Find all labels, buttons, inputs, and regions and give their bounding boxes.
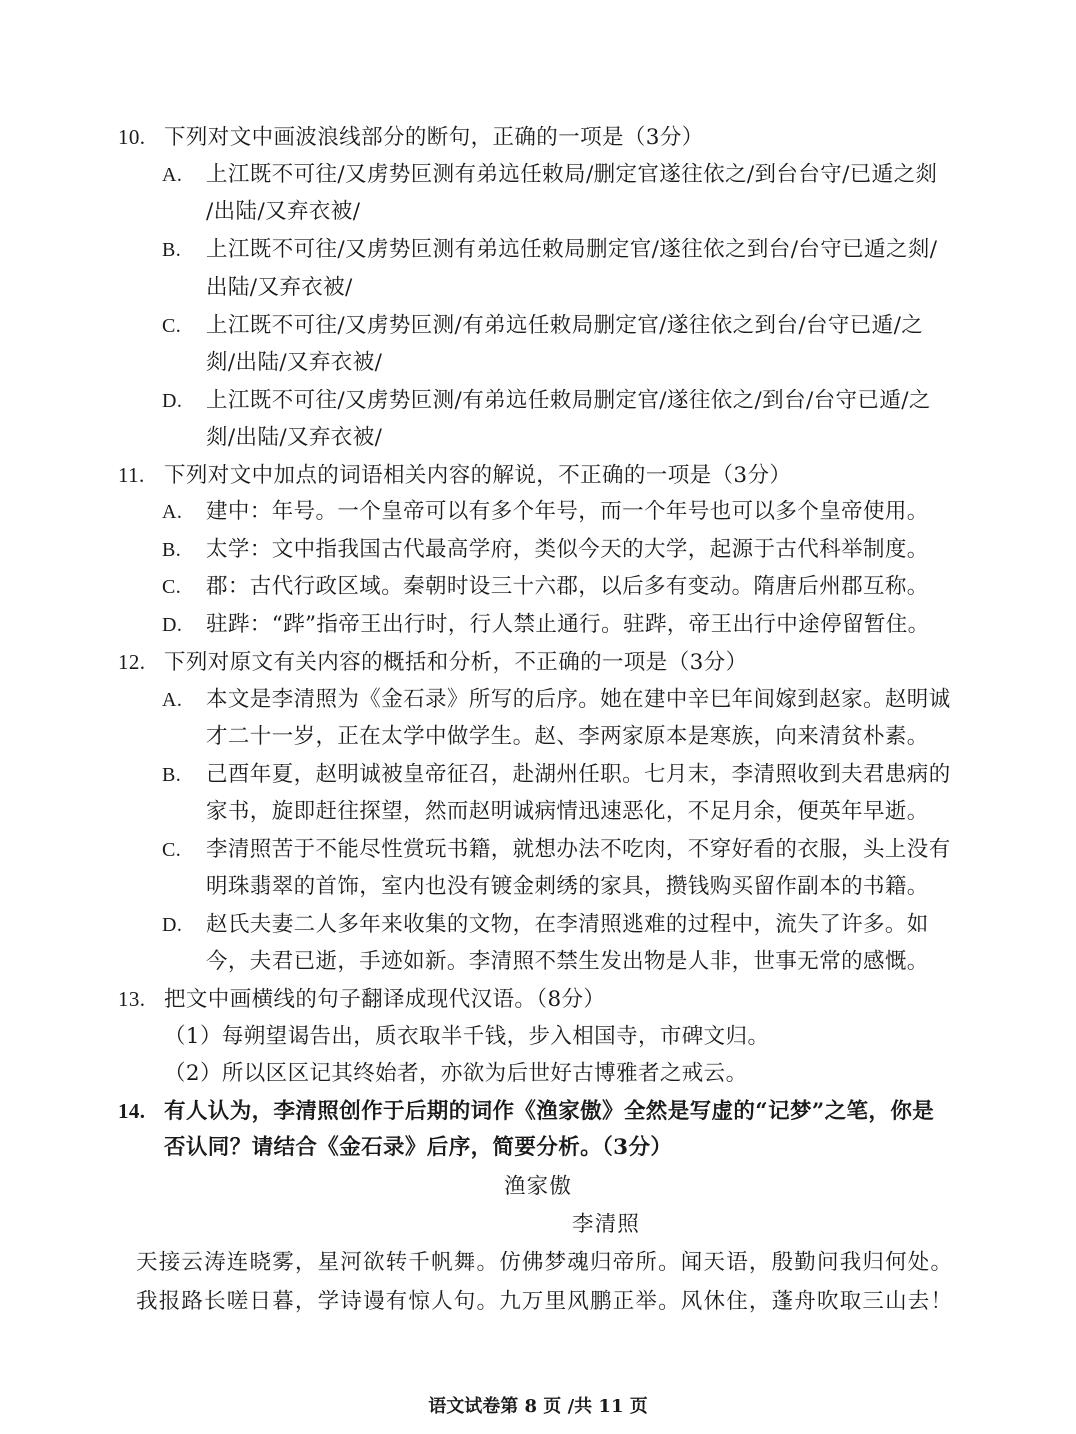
q12-option-a-cont (206, 722, 929, 752)
option-text: 太学：文中指我国古代最高学府，类似今天的大学，起源于古代科举制度。 (206, 537, 929, 562)
question-number: 14. (118, 1099, 146, 1123)
option-text: 才二十一岁，正在太学中做学生。赵、李两家原本是寒族，向来清贫朴素。 (206, 724, 929, 749)
q12-option-d-cont (206, 947, 929, 977)
option-label: C. (162, 576, 182, 598)
option-text: 郡：古代行政区域。秦朝时设三十六郡，以后多有变动。隋唐后州郡互称。 (206, 574, 929, 599)
q13-item-2 (164, 1059, 747, 1089)
q10-option-b (162, 235, 937, 265)
question-text: 否认同？请结合《金石录》后序，简要分析。（3分） (164, 1135, 673, 1160)
poem-line-2 (136, 1287, 953, 1317)
question-text: 下列对原文有关内容的概括和分析，不正确的一项是（3分） (164, 650, 748, 675)
question-number: 10. (118, 125, 146, 149)
poem-line-text: 天接云涛连晓雾，星河欲转千帆舞。仿佛梦魂归帝所。闻天语，殷勤问我归何处。 (136, 1250, 954, 1275)
translation-sentence: （2）所以区区记其终始者，亦欲为后世好古博雅者之戒云。 (164, 1061, 748, 1086)
question-text: 下列对文中画波浪线部分的断句，正确的一项是（3分） (164, 125, 704, 150)
option-text: 建中：年号。一个皇帝可以有多个年号，而一个年号也可以多个皇帝使用。 (206, 499, 929, 524)
option-text: 出陆/又弃衣被/ (206, 275, 353, 300)
option-label: A. (162, 689, 183, 711)
option-text: 上江既不可往/又虏势叵测有弟迒任敕局/删定官遂往依之/到台台守/已遁之剡 (206, 162, 938, 187)
q13-item-1 (164, 1022, 769, 1052)
question-10-stem (118, 122, 704, 153)
option-text: 家书，旋即赶往探望，然而赵明诚病情迅速恶化，不足月余，便英年早逝。 (206, 799, 929, 824)
option-label: A. (162, 164, 183, 186)
option-label: B. (162, 764, 182, 786)
q12-option-a (162, 685, 951, 715)
question-text: 把文中画横线的句子翻译成现代汉语。（8分） (164, 987, 606, 1012)
poem-line-1 (136, 1248, 953, 1278)
poem-line-text: 我报路长嗟日暮，学诗谩有惊人句。九万里风鹏正举。风休住，蓬舟吹取三山去！ (136, 1289, 954, 1314)
q10-option-a (162, 160, 937, 190)
option-text: 剡/出陆/又弃衣被/ (206, 425, 383, 450)
option-label: C. (162, 315, 182, 337)
q10-option-b-cont (206, 273, 353, 303)
question-13-stem (118, 984, 605, 1015)
poem-author-text: 李清照 (572, 1212, 641, 1237)
question-14-stem-cont (164, 1133, 672, 1163)
option-label: B. (162, 539, 182, 561)
page-footer: 语文试卷第 8 页 /共 11 页 (428, 1396, 648, 1417)
question-11-stem (118, 460, 791, 491)
option-text: 上江既不可往/又虏势叵测/有弟迒任敕局删定官/遂往依之/到台/台守已遁/之 (206, 388, 931, 413)
option-text: 上江既不可往/又虏势叵测有弟迒任敕局删定官/遂往依之到台/台守已遁之剡/ (206, 237, 938, 262)
option-label: D. (162, 614, 183, 636)
option-text: /出陆/又弃衣被/ (206, 199, 361, 224)
q12-option-d (162, 910, 929, 940)
option-text: 本文是李清照为《金石录》所写的后序。她在建中辛巳年间嫁到赵家。赵明诚 (206, 687, 951, 712)
poem-author (572, 1210, 640, 1240)
q11-option-d (162, 610, 930, 640)
q12-option-c (162, 835, 951, 865)
q12-option-b-cont (206, 797, 929, 827)
question-12-stem (118, 647, 747, 678)
option-text: 李清照苦于不能尽性赏玩书籍，就想办法不吃肉，不穿好看的衣服，头上没有 (206, 837, 951, 862)
question-14-stem (118, 1096, 934, 1127)
option-label: A. (162, 501, 183, 523)
q10-option-d-cont (206, 423, 382, 453)
q11-option-b (162, 535, 929, 565)
option-label: D. (162, 914, 183, 936)
option-text: 上江既不可往/又虏势叵测/有弟迒任敕局删定官/遂往依之到台/台守已遁/之 (206, 313, 924, 338)
translation-sentence: （1）每朔望谒告出，质衣取半千钱，步入相国寺，市碑文归。 (164, 1024, 770, 1049)
question-number: 12. (118, 650, 146, 674)
q10-option-c-cont (206, 348, 382, 378)
q10-option-c (162, 311, 923, 341)
q12-option-b (162, 760, 951, 790)
q10-option-a-cont (206, 197, 360, 227)
option-text: 己酉年夏，赵明诚被皇帝征召，赴湖州任职。七月末，李清照收到夫君患病的 (206, 762, 951, 787)
question-text: 下列对文中加点的词语相关内容的解说，不正确的一项是（3分） (164, 463, 792, 488)
poem-title (0, 1172, 1076, 1202)
q11-option-c (162, 572, 929, 602)
option-text: 赵氏夫妻二人多年来收集的文物，在李清照逃难的过程中，流失了许多。如 (206, 912, 929, 937)
option-text: 驻跸：“跸”指帝王出行时，行人禁止通行。驻跸，帝王出行中途停留暂住。 (206, 612, 930, 637)
q12-option-c-cont (206, 872, 929, 902)
question-number: 13. (118, 987, 146, 1011)
question-number: 11. (118, 463, 145, 487)
option-label: D. (162, 390, 183, 412)
option-text: 剡/出陆/又弃衣被/ (206, 350, 383, 375)
option-text: 明珠翡翠的首饰，室内也没有镀金刺绣的家具，攒钱购买留作副本的书籍。 (206, 874, 929, 899)
option-text: 今，夫君已逝，手迹如新。李清照不禁生发出物是人非，世事无常的感慨。 (206, 949, 929, 974)
q10-option-d (162, 386, 931, 416)
option-label: B. (162, 239, 182, 261)
option-label: C. (162, 839, 182, 861)
poem-title-text: 渔家傲 (503, 1174, 573, 1199)
question-text: 有人认为，李清照创作于后期的词作《渔家傲》全然是写虚的“记梦”之笔，你是 (164, 1099, 935, 1124)
q11-option-a (162, 497, 929, 527)
